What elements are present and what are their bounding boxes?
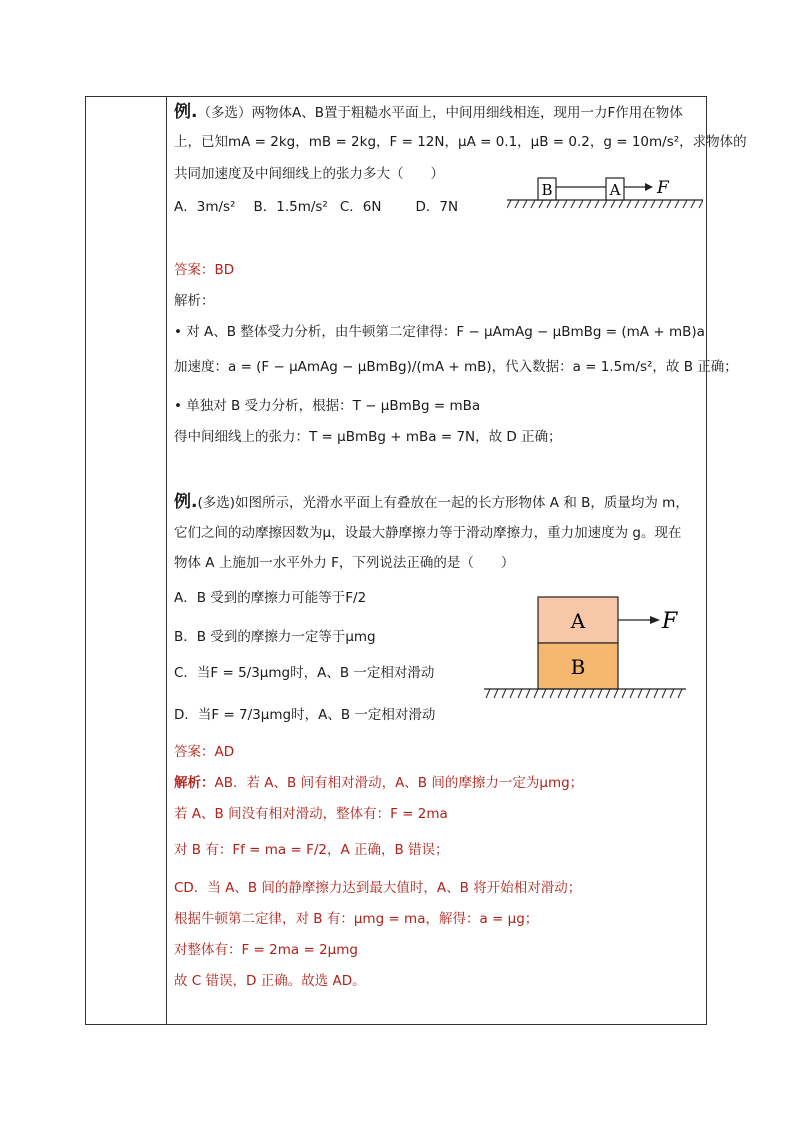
example2-diagram	[480, 594, 690, 706]
example1-step3: • 单独对 B 受力分析，根据：T − μBmBg = mBa	[174, 398, 481, 414]
example2-step2: 若 A、B 间没有相对滑动，整体有：F = 2ma	[174, 806, 448, 822]
example2-step1: AB．若 A、B 间有相对滑动，A、B 间的摩擦力一定为μmg；	[214, 775, 584, 791]
force-arrowhead-2	[650, 616, 660, 624]
example1-stem-line2: 上，已知mA = 2kg，mB = 2kg，F = 12N，μA = 0.1，μB = 0.2，g = 10m/s²，求物体的	[174, 134, 747, 150]
example2-stem-text1: 如图所示，光滑水平面上有叠放在一起的长方形物体 A 和 B，质量均为 m，	[235, 495, 689, 511]
example1-label: 例.	[174, 102, 198, 122]
ground-hatch-2	[486, 689, 682, 698]
example2-option-b: B．B 受到的摩擦力一定等于μmg	[174, 629, 376, 645]
example2-option-a: A．B 受到的摩擦力可能等于F/2	[174, 590, 367, 606]
example1-stem-text1: 两物体A、B置于粗糙水平面上，中间用细线相连，现用一力F作用在物体	[251, 105, 683, 121]
example1-step1: • 对 A、B 整体受力分析，由牛顿第二定律得：F − μAmAg − μBmBg = (mA + mB)a	[174, 324, 705, 340]
example1-option-b: B．1.5m/s²	[253, 199, 328, 215]
example2-analysis-line1	[174, 773, 583, 793]
force-label-2: F	[662, 609, 678, 634]
block-b-label: B	[541, 181, 553, 199]
example2-answer: 答案：AD	[174, 744, 235, 760]
example1-diagram	[507, 172, 703, 210]
example2-step7: 故 C 错误，D 正确。故选 AD。	[174, 973, 366, 989]
example2-stem-line3: 物体 A 上施加一水平外力 F，下列说法正确的是（ ）	[174, 555, 515, 571]
example2-step6: 对整体有：F = 2ma = 2μmg	[174, 942, 358, 958]
example2-stem-line2: 它们之间的动摩擦因数为μ，设最大静摩擦力等于滑动摩擦力，重力加速度为 g。现在	[174, 525, 682, 541]
example1-option-d: D．7N	[415, 199, 459, 215]
example2-stem-line1	[174, 492, 689, 513]
example1-step2: 加速度：a = (F − μAmAg − μBmBg)/(mA + mB)，代入数据：a = 1.5m/s²，故 B 正确；	[174, 359, 738, 375]
ground-hatch	[507, 200, 703, 208]
example2-step3: 对 B 有：Ff = ma = F/2，A 正确，B 错误；	[174, 842, 449, 858]
example2-step5: 根据牛顿第二定律，对 B 有：μmg = ma，解得：a = μg；	[174, 911, 539, 927]
block-a-label: A	[609, 181, 621, 199]
example2-analysis-label: 解析：	[174, 775, 215, 791]
block-b-bottom-label: B	[570, 655, 586, 679]
example1-step4: 得中间细线上的张力：T = μBmBg + mBa = 7N，故 D 正确；	[174, 429, 562, 445]
example1-analysis-label: 解析：	[174, 293, 215, 309]
force-label: F	[657, 178, 669, 198]
example2-label: 例.	[174, 492, 198, 512]
block-a-top-label: A	[570, 609, 586, 633]
example1-tag: （多选）	[197, 105, 252, 121]
example2-option-c: C．当F = 5/3μmg时，A、B 一定相对滑动	[174, 665, 435, 681]
example2-option-d: D．当F = 7/3μmg时，A、B 一定相对滑动	[174, 707, 436, 723]
example1-option-c: C．6N	[339, 199, 382, 215]
example1-answer: 答案：BD	[174, 262, 235, 278]
example1-options	[174, 197, 458, 217]
example1-stem-line3: 共同加速度及中间细线上的张力多大（ ）	[174, 166, 444, 182]
table-column-divider	[166, 96, 167, 1025]
example2-tag: (多选)	[197, 495, 236, 511]
example1-stem-line1	[174, 102, 683, 123]
example1-option-a: A．3m/s²	[174, 199, 236, 215]
example2-step4: CD．当 A、B 间的静摩擦力达到最大值时，A、B 将开始相对滑动；	[174, 880, 582, 896]
force-arrowhead	[645, 183, 653, 191]
